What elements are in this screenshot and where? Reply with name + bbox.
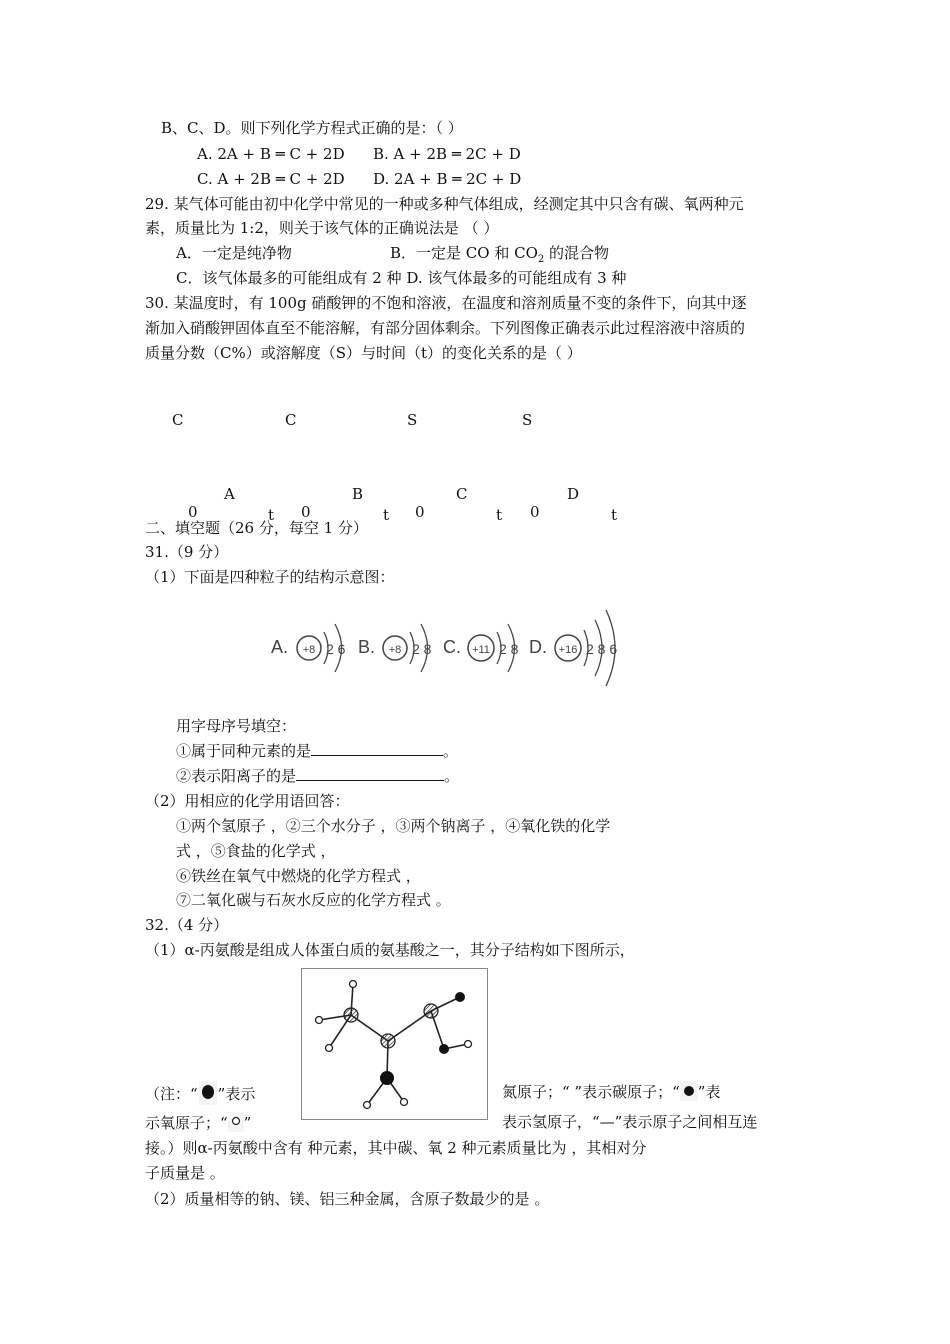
q31-p2-line1: ①两个氢原子 ，②三个水分子 ，③两个钠离子 ，④氧化铁的化学 — [176, 817, 611, 835]
svg-text:+8: +8 — [388, 644, 402, 656]
q32-note-line: （注：“ ”表示 — [145, 1081, 255, 1105]
q30-line1: 30. 某温度时，有 100g 硝酸钾的不饱和溶液，在温度和溶剂质量不变的条件下，向其中逐 — [145, 294, 747, 312]
svg-text:2 6: 2 6 — [326, 641, 346, 657]
answer-blank[interactable] — [296, 766, 444, 781]
q31-header: 31.（9 分） — [145, 543, 229, 561]
svg-text:2 8 6: 2 8 6 — [586, 641, 618, 657]
q32-line4: 接。）则α-丙氨酸中含有 种元素，其中碳、氧 2 种元素质量比为 ，其相对分 — [145, 1139, 647, 1157]
alanine-molecule-icon — [301, 968, 486, 1118]
graph-d-yaxis-label: S — [522, 411, 533, 429]
graph-b-yaxis-label: C — [285, 411, 297, 429]
answer-blank[interactable] — [311, 741, 443, 756]
graph-c-t: t — [496, 506, 503, 524]
svg-text:+11: +11 — [472, 644, 490, 656]
graph-b-origin: 0 — [301, 503, 311, 521]
graph-c-yaxis-label: S — [407, 411, 418, 429]
q29-option-b: B．一定是 CO 和 $CO_2$ 的混合物 — [390, 244, 610, 265]
q30-line2: 渐加入硝酸钾固体直至不能溶解，有部分固体剩余。下列图像正确表示此过程溶液中溶质的 — [145, 319, 746, 337]
particle-a-label: A. — [271, 637, 289, 657]
q29-option-cd: C．该气体最多的可能组成有 2 种 D. 该气体最多的可能组成有 3 种 — [176, 269, 627, 287]
q31-part1: （1）下面是四种粒子的结构示意图： — [145, 568, 395, 586]
q29-line2: 素，质量比为 1:2，则关于该气体的正确说法是 （ ） — [145, 219, 499, 237]
q28-option-a: A. 2A + B ═ C + 2D — [197, 145, 345, 163]
graph-c-origin: 0 — [415, 503, 425, 521]
particle-d — [529, 610, 617, 686]
nitrogen-atom-icon — [198, 1081, 218, 1105]
q32-line5: 子质量是 。 — [145, 1164, 225, 1182]
q31-fill2: ②表示阳离子的是 。 — [176, 767, 460, 785]
graph-a-name: A — [224, 485, 235, 503]
graph-d-t: t — [611, 506, 618, 524]
q32-note-cont: 氮原子；“ ”表示碳原子；“ ”表 — [502, 1083, 721, 1101]
q28-option-c: C. A + 2B ═ C + 2D — [197, 170, 345, 188]
graph-b-t: t — [383, 506, 390, 524]
particle-a — [271, 624, 346, 672]
graph-a-origin: 0 — [188, 503, 198, 521]
q29-option-a: A．一定是纯净物 — [176, 244, 292, 262]
hydrogen-atom-icon — [228, 1112, 244, 1132]
svg-text:B.: B. — [358, 637, 376, 657]
q31-part2: （2）用相应的化学用语回答： — [145, 792, 350, 810]
graph-a-yaxis-label: C — [172, 411, 184, 429]
svg-text:D.: D. — [529, 637, 547, 657]
particle-c — [443, 624, 519, 672]
q31-p2-line2: 式 ，⑤食盐的化学式 ， — [176, 842, 336, 860]
q28-option-d: D. 2A + B ═ 2C + D — [373, 170, 522, 188]
q32-line3: 示氧原子；“ ” — [145, 1114, 252, 1132]
q32-line3-cont: 表示氢原子，“—”表示原子之间相互连 — [502, 1113, 758, 1131]
q32-line1: （1）α-丙氨酸是组成人体蛋白质的氨基酸之一，其分子结构如下图所示， — [145, 941, 635, 959]
q31-fill1: ①属于同种元素的是 。 — [176, 742, 459, 760]
q28-option-b: B. A + 2B ═ 2C + D — [373, 145, 521, 163]
q31-fill-intro: 用字母序号填空： — [176, 717, 297, 735]
graph-d-origin: 0 — [530, 503, 540, 521]
particle-b — [358, 624, 432, 672]
graph-b-name: B — [352, 485, 364, 503]
svg-text:C.: C. — [443, 637, 461, 657]
section-title: 二、填空题（26 分，每空 1 分） — [145, 519, 368, 537]
svg-text:+8: +8 — [302, 644, 316, 656]
q32-header: 32.（4 分） — [145, 916, 229, 934]
oxygen-atom-icon — [680, 1081, 698, 1101]
q29-line1: 29. 某气体可能由初中化学中常见的一种或多种气体组成，经测定其中只含有碳、氧两种元 — [145, 195, 744, 213]
svg-text:2 8: 2 8 — [412, 641, 432, 657]
graph-d-name: D — [567, 485, 580, 503]
q31-p2-line4: ⑦二氧化碳与石灰水反应的化学方程式 。 — [176, 891, 451, 909]
particle-structure-diagram — [268, 600, 668, 690]
q28-intro: B、C、D。则下列化学方程式正确的是：（ ） — [161, 119, 463, 137]
graph-c-name: C — [456, 485, 468, 503]
svg-text:2 8: 2 8 — [499, 641, 519, 657]
graph-a-t: t — [268, 506, 275, 524]
q30-line3: 质量分数（C%）或溶解度（S）与时间（t）的变化关系的是（ ） — [145, 344, 582, 362]
q31-p2-line3: ⑥铁丝在氧气中燃烧的化学方程式 ， — [176, 867, 421, 885]
q32-part2: （2）质量相等的钠、镁、铝三种金属，含原子数最少的是 。 — [145, 1190, 550, 1208]
svg-text:+16: +16 — [558, 644, 578, 656]
